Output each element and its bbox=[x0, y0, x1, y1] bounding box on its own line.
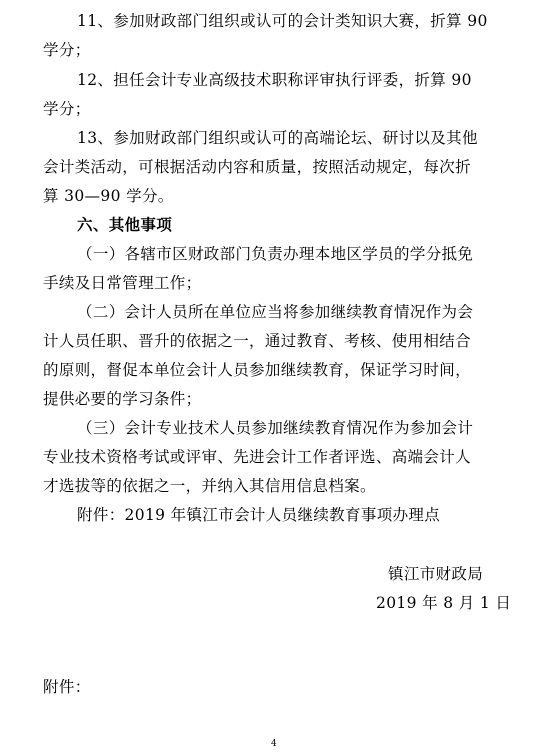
paragraph-clause-3-cont-2: 才选拔等的依据之一，并纳入其信用信息档案。 bbox=[43, 477, 376, 495]
section-heading-other-matters: 六、其他事项 bbox=[77, 216, 173, 234]
paragraph-clause-2: （二）会计人员所在单位应当将参加继续教育情况作为会 bbox=[77, 303, 474, 321]
paragraph-clause-2-cont-3: 提供必要的学习条件； bbox=[43, 390, 202, 408]
signature-date: 2019 年 8 月 1 日 bbox=[376, 594, 512, 612]
paragraph-clause-2-cont-2: 的原则，督促本单位会计人员参加继续教育，保证学习时间， bbox=[43, 361, 471, 379]
paragraph-item-13: 13、参加财政部门组织或认可的高端论坛、研讨以及其他 bbox=[77, 129, 478, 147]
paragraph-clause-3-cont-1: 专业技术资格考试或评审、先进会计工作者评选、高端会计人 bbox=[43, 448, 471, 466]
paragraph-item-12-cont: 学分； bbox=[43, 100, 91, 118]
paragraph-clause-1: （一）各辖市区财政部门负责办理本地区学员的学分抵免 bbox=[77, 245, 474, 263]
page-number: 4 bbox=[271, 739, 277, 749]
paragraph-item-11-cont: 学分； bbox=[43, 41, 91, 59]
paragraph-item-13-cont-2: 算 30—90 学分。 bbox=[43, 187, 174, 205]
attachment-label: 附件： bbox=[43, 678, 91, 696]
paragraph-item-11: 11、参加财政部门组织或认可的会计类知识大赛，折算 90 bbox=[77, 12, 488, 30]
paragraph-clause-1-cont: 手续及日常管理工作； bbox=[43, 274, 202, 292]
paragraph-clause-3: （三）会计专业技术人员参加继续教育情况作为参加会计 bbox=[77, 419, 474, 437]
signature-org: 镇江市财政局 bbox=[388, 565, 484, 583]
attachment-reference: 附件：2019 年镇江市会计人员继续教育事项办理点 bbox=[77, 506, 441, 524]
paragraph-item-12: 12、担任会计专业高级技术职称评审执行评委，折算 90 bbox=[77, 71, 472, 89]
paragraph-item-13-cont-1: 会计类活动，可根据活动内容和质量，按照活动规定，每次折 bbox=[43, 158, 471, 176]
paragraph-clause-2-cont-1: 计人员任职、晋升的依据之一，通过教育、考核、使用相结合 bbox=[43, 332, 471, 350]
